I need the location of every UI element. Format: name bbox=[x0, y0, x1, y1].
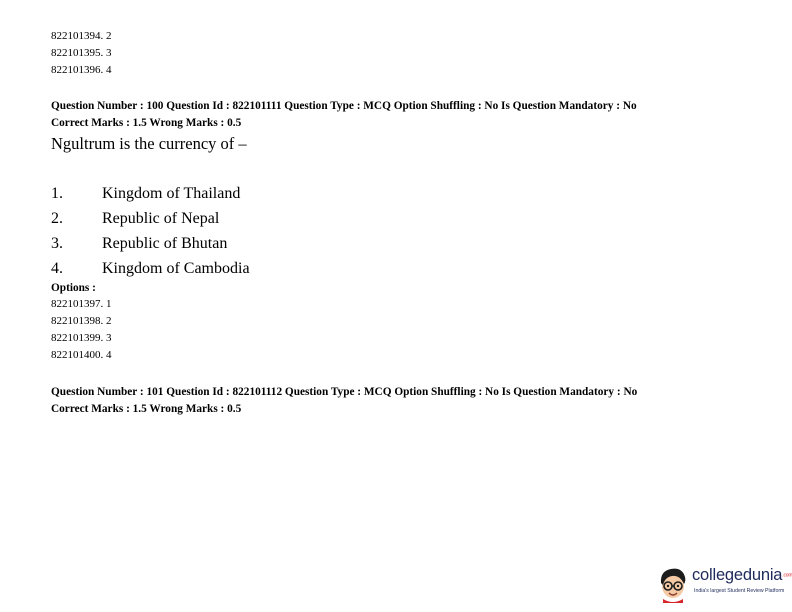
choice-text: Kingdom of Cambodia bbox=[102, 260, 250, 277]
mascot-icon bbox=[656, 563, 690, 603]
q101-meta-line1: Question Number : 101 Question Id : 822101112 Question Type : MCQ Option Shuffling : No Is Question Mandatory : No bbox=[51, 386, 638, 398]
choice-number: 2. bbox=[51, 210, 63, 227]
q101-meta-line2: Correct Marks : 1.5 Wrong Marks : 0.5 bbox=[51, 403, 242, 415]
logo-suffix: .com bbox=[782, 572, 792, 579]
prev-option-3: 822101396. 4 bbox=[51, 64, 112, 76]
q100-meta-line2: Correct Marks : 1.5 Wrong Marks : 0.5 bbox=[51, 117, 242, 129]
q100-choice-3 bbox=[51, 234, 227, 254]
logo-wordmark: collegedunia.com bbox=[692, 566, 792, 584]
choice-number: 3. bbox=[51, 235, 63, 252]
choice-text: Kingdom of Thailand bbox=[102, 185, 241, 202]
q100-question-text: Ngultrum is the currency of – bbox=[51, 134, 247, 153]
q100-option-3: 822101399. 3 bbox=[51, 332, 112, 344]
q100-option-2: 822101398. 2 bbox=[51, 315, 112, 327]
q100-meta-line1: Question Number : 100 Question Id : 822101111 Question Type : MCQ Option Shuffling : No Is Question Mandatory : No bbox=[51, 100, 637, 112]
choice-number: 4. bbox=[51, 260, 63, 277]
logo-tagline: India's largest Student Review Platform bbox=[694, 588, 785, 594]
choice-number: 1. bbox=[51, 185, 63, 202]
prev-option-1: 822101394. 2 bbox=[51, 30, 112, 42]
collegedunia-logo bbox=[656, 563, 790, 603]
q100-option-1: 822101397. 1 bbox=[51, 298, 112, 310]
q100-choice-2 bbox=[51, 209, 219, 229]
prev-option-2: 822101395. 3 bbox=[51, 47, 112, 59]
choice-text: Republic of Bhutan bbox=[102, 235, 228, 252]
q100-option-4: 822101400. 4 bbox=[51, 349, 112, 361]
q100-choice-1 bbox=[51, 184, 240, 204]
q100-choice-4 bbox=[51, 259, 250, 279]
choice-text: Republic of Nepal bbox=[102, 210, 220, 227]
q100-options-label: Options : bbox=[51, 282, 96, 294]
